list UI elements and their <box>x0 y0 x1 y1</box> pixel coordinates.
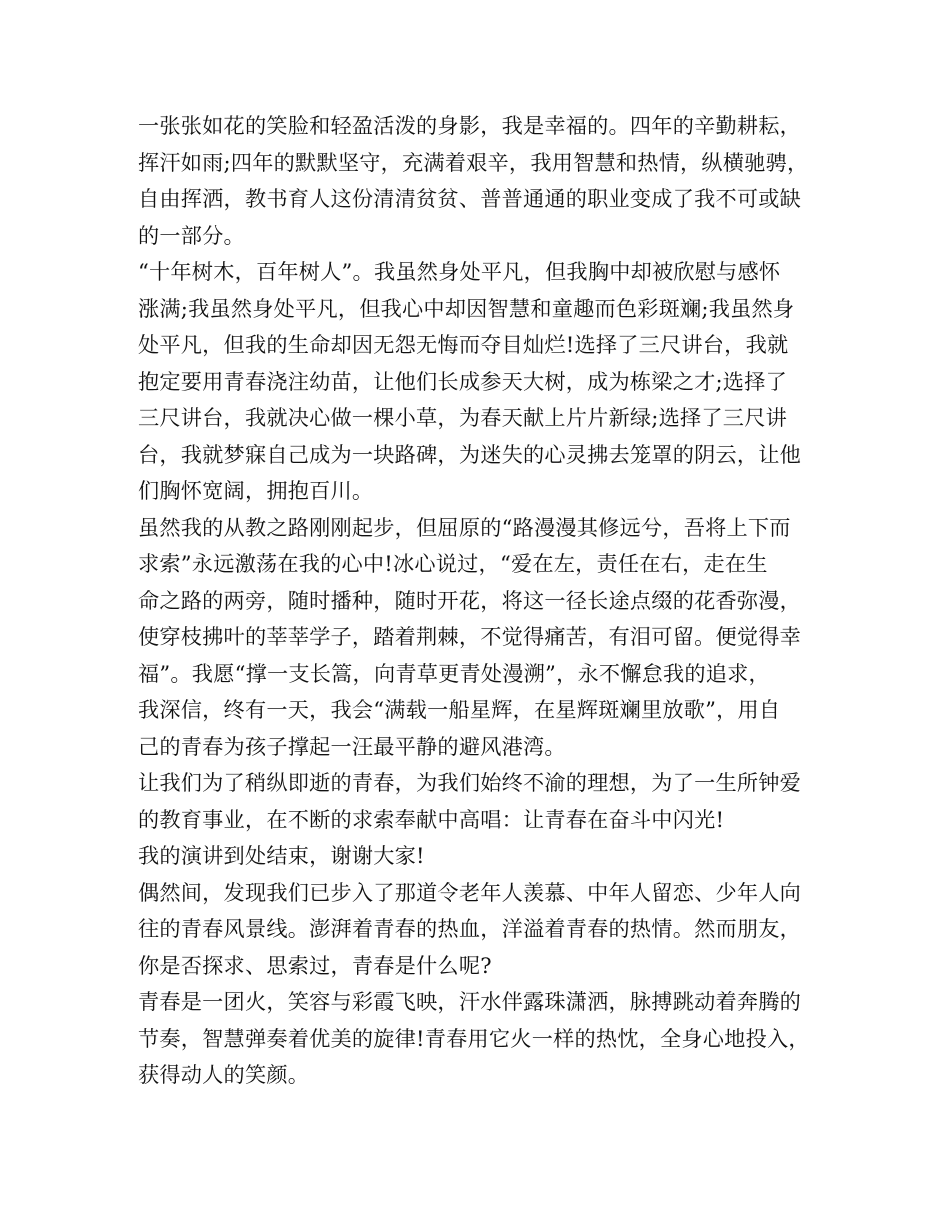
text-line: 的教育事业，在不断的求索奉献中高唱：让青春在奋斗中闪光! <box>138 806 725 832</box>
text-line: 们胸怀宽阔，拥抱百川。 <box>138 478 374 503</box>
text-line: “十年树木，百年树人”。我虽然身处平凡，但我胸中却被欣慰与感怀 <box>138 259 781 284</box>
paragraph <box>138 875 828 985</box>
text-line: 青春是一团火，笑容与彩霞飞映，汗水伴露珠潇洒，脉搏跳动着奔腾的 <box>138 989 802 1014</box>
text-line: 自由挥洒，教书育人这份清清贫贫、普普通通的职业变成了我不可或缺 <box>138 186 802 211</box>
text-line: 获得动人的笑颜。 <box>138 1062 310 1087</box>
text-line: 三尺讲台，我就决心做一棵小草，为春天献上片片新绿;选择了三尺讲 <box>138 405 787 430</box>
text-line: 使穿枝拂叶的莘莘学子，踏着荆棘，不觉得痛苦，有泪可留。便觉得幸 <box>138 624 802 649</box>
text-line: 命之路的两旁，随时播种，随时开花，将这一径长途点缀的花香弥漫， <box>138 587 802 613</box>
text-line: 你是否探求、思索过，青春是什么呢? <box>138 952 492 978</box>
document-body <box>138 108 828 1094</box>
text-line: 福”。我愿“撑一支长篙，向青草更青处漫溯”，永不懈怠我的追求， <box>138 660 770 686</box>
text-line: 处平凡，但我的生命却因无怨无悔而夺目灿烂!选择了三尺讲台，我就 <box>138 332 789 357</box>
paragraph <box>138 765 828 838</box>
text-line: 一张张如花的笑脸和轻盈活泼的身影，我是幸福的。四年的辛勤耕耘， <box>138 113 802 138</box>
text-line: 抱定要用青春浇注幼苗，让他们长成参天大树，成为栋梁之才;选择了 <box>138 368 787 394</box>
text-line: 求索”永远激荡在我的心中!冰心说过，“爱在左，责任在右，走在生 <box>138 551 768 576</box>
paragraph <box>138 254 828 510</box>
text-line: 的一部分。 <box>138 222 245 248</box>
paragraph <box>138 108 828 254</box>
text-line: 己的青春为孩子撑起一汪最平静的避风港湾。 <box>138 733 566 759</box>
text-line: 往的青春风景线。澎湃着青春的热血，洋溢着青春的热情。然而朋友， <box>138 916 802 941</box>
paragraph <box>138 838 828 875</box>
text-line: 我深信，终有一天，我会“满载一船星辉，在星辉斑斓里放歌”，用自 <box>138 697 781 722</box>
text-line: 挥汗如雨;四年的默默坚守，充满着艰辛，我用智慧和热情，纵横驰骋， <box>138 149 809 175</box>
text-line: 节奏，智慧弹奏着优美的旋律!青春用它火一样的热忱，全身心地投入， <box>138 1025 810 1051</box>
paragraph <box>138 510 828 766</box>
text-line: 让我们为了稍纵即逝的青春，为我们始终不渝的理想，为了一生所钟爱 <box>138 770 802 795</box>
text-line: 台，我就梦寐自己成为一块路碑，为迷失的心灵拂去笼罩的阴云，让他 <box>138 441 802 467</box>
text-line: 偶然间，发现我们已步入了那道令老年人羡慕、中年人留恋、少年人向 <box>138 879 802 905</box>
text-line: 虽然我的从教之路刚刚起步，但屈原的“路漫漫其修远兮，吾将上下而 <box>138 514 791 540</box>
paragraph <box>138 984 828 1094</box>
text-line: 我的演讲到处结束，谢谢大家! <box>138 843 425 868</box>
text-line: 涨满;我虽然身处平凡，但我心中却因智慧和童趣而色彩斑斓;我虽然身 <box>138 295 795 321</box>
